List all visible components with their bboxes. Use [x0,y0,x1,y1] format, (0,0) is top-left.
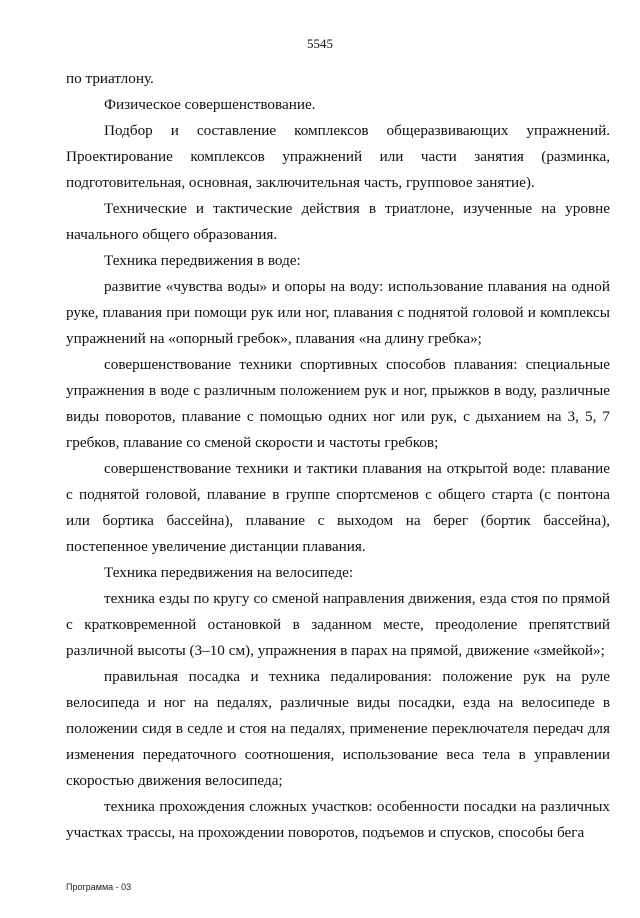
paragraph-heading-physical-improvement: Физическое совершенствование. [104,96,316,113]
paragraph-open-water: совершенствование техники и тактики плавания на открытой воде: плавание с поднятой головой, плавание в группе спортсменов с общего старта (с понтона или бортика бассейна), плавание с выходом на берег (бортик бассейна), постепенное увеличение дистанции плавания. [66,460,610,555]
paragraph-technical-actions: Технические и тактические действия в триатлоне, изученные на уровне начального общего образования. [66,200,610,243]
paragraph-water-feel: развитие «чувства воды» и опоры на воду: использование плавания на одной руке, плавания при помощи рук или ног, плавания с поднятой головой и комплексы упражнений на «опорный гребок», плавания «на длину гребка»; [66,278,610,347]
paragraph-difficult-sections: техника прохождения сложных участков: особенности посадки на различных участках трассы, на прохождении поворотов, подъемов и спусков, способы бега [66,798,610,841]
page-number: 5545 [307,36,333,51]
paragraph-exercise-selection: Подбор и составление комплексов общеразвивающих упражнений. Проектирование комплексов упражнений или части занятия (разминка, подготовительная, основная, заключительная часть, групповое занятие). [66,122,610,191]
page-body [66,66,610,846]
paragraph-heading-swimming-technique: Техника передвижения в воде: [104,252,301,269]
paragraph-heading-cycling-technique: Техника передвижения на велосипеде: [104,564,354,581]
paragraph-continuation: по триатлону. [66,70,154,87]
paragraph-swimming-styles: совершенствование техники спортивных способов плавания: специальные упражнения в воде с различным положением рук и ног, прыжков в воду, различные виды поворотов, плавание с помощью одних ног или рук, с дыханием на 3, 5, 7 гребков, плавание со сменой скорости и частоты гребков; [66,356,610,451]
paragraph-riding-circle: техника езды по кругу со сменой направления движения, езда стоя по прямой с кратковременной остановкой в заданном месте, преодоление препятствий различной высоты (3–10 см), упражнения в парах на прямой, движение «змейкой»; [66,590,610,659]
paragraph-pedaling: правильная посадка и техника педалирования: положение рук на руле велосипеда и ног на педалях, различные виды посадки, езда на велосипеде в положении сидя в седле и стоя на педалях, применение переключателя передач для изменения передаточного соотношения, использование веса тела в управлении скоростью движения велосипеда; [66,668,610,789]
footer-label: Программа - 03 [66,882,132,892]
